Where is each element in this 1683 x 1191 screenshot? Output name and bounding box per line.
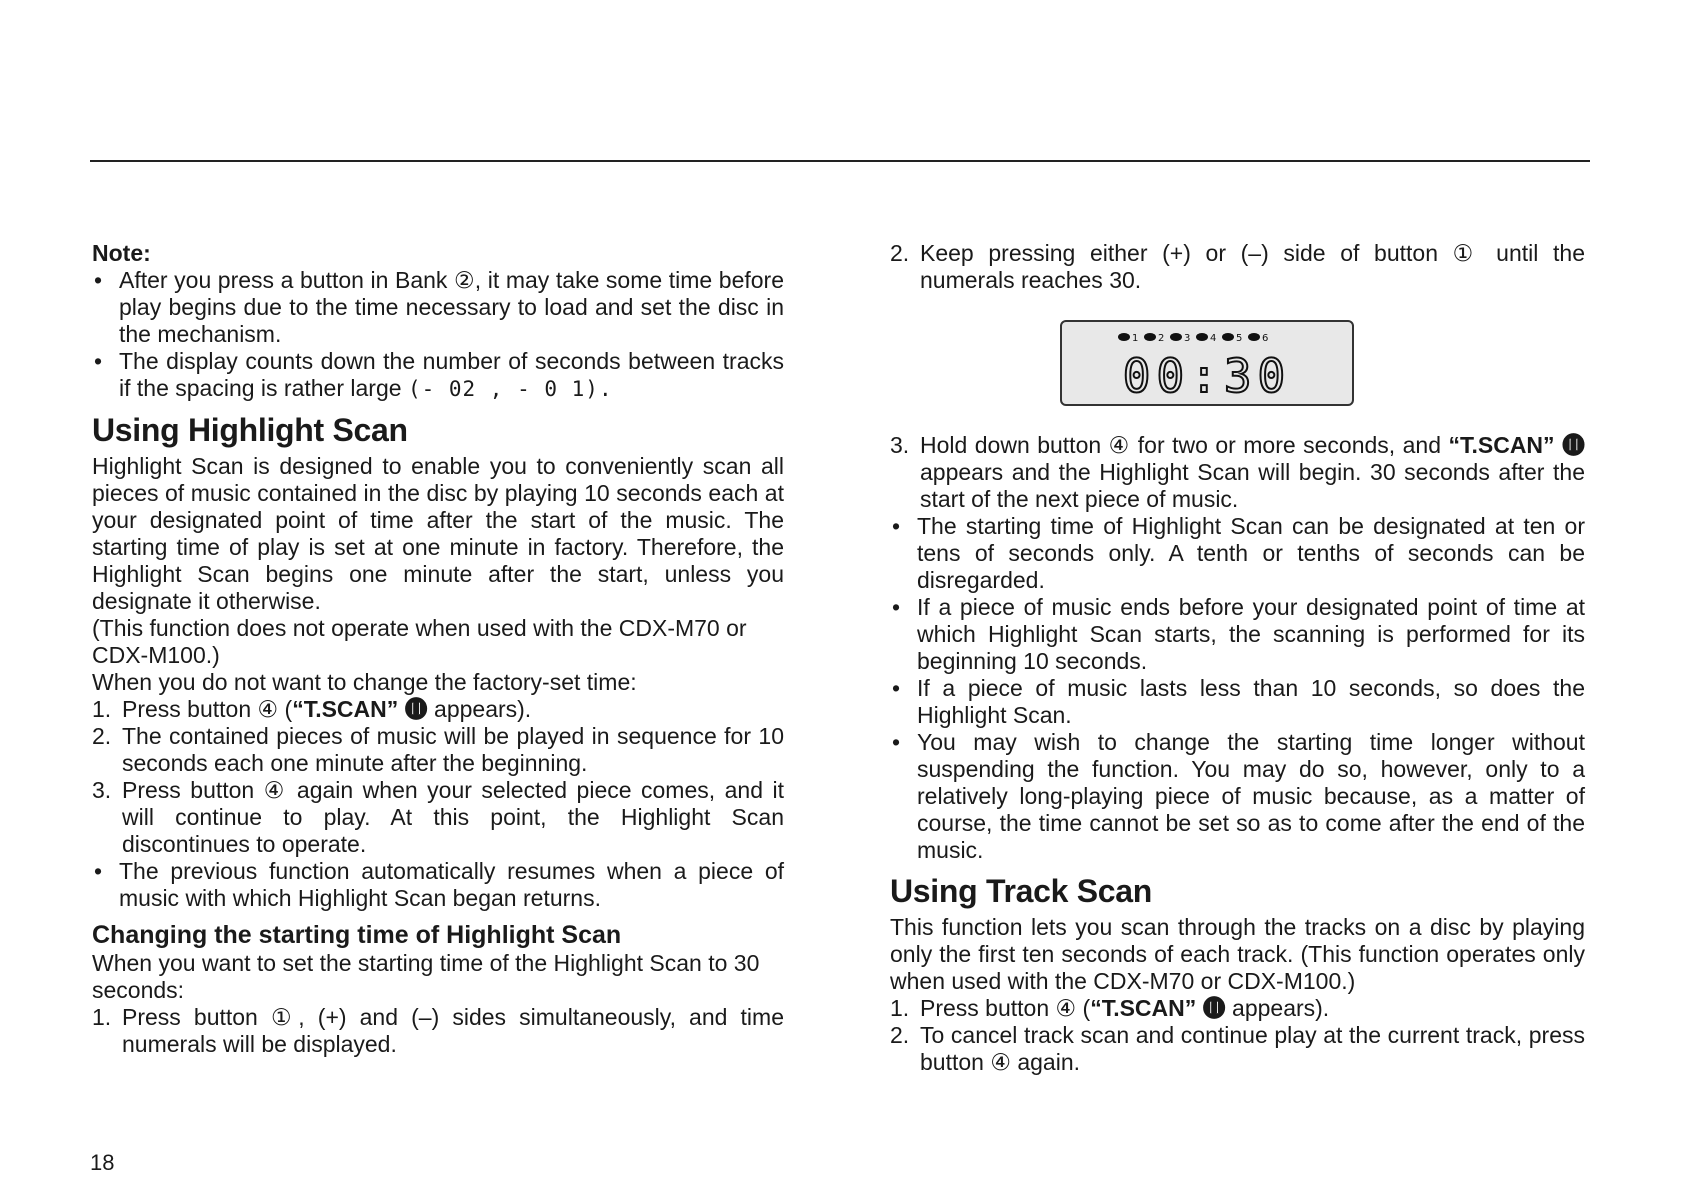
highlight-step-2: 2. The contained pieces of music will be played in sequence for 10 seconds each one minute after the beginning. (92, 723, 784, 776)
right-column (890, 240, 1585, 1076)
tscan-indicator: “T.SCAN” ⓫ (292, 696, 428, 722)
highlight-step-1: 1. Press button ④ (“T.SCAN” ⓫ appears). (92, 696, 532, 722)
lcd-disc-dot (1248, 333, 1260, 341)
lcd-disc-number: 1 (1132, 333, 1139, 344)
note-heading: Note: (92, 240, 151, 266)
lcd-disc-number: 4 (1210, 333, 1217, 344)
step-number: 3. (92, 777, 112, 803)
lcd-disc-dot (1118, 333, 1130, 341)
track-scan-intro: This function lets you scan through the tracks on a disc by playing only the first ten seconds of each track. (This function operates only when used with the CDX-M70 or CDX-M100.) (890, 914, 1585, 994)
lcd-digit-readout (1123, 349, 1291, 403)
step-number: 2. (890, 240, 910, 266)
start-time-bullet-3: • If a piece of music lasts less than 10 seconds, so does the Highlight Scan. (890, 675, 1585, 729)
lcd-time-digits: 00:30 (1122, 349, 1292, 403)
lcd-disc-number: 6 (1262, 333, 1269, 344)
lcd-disc-dot (1170, 333, 1182, 341)
section-title-highlight-scan: Using Highlight Scan (92, 412, 408, 448)
highlight-scan-intro: Highlight Scan is designed to enable you to conveniently scan all pieces of music contained in the disc by playing 10 seconds each at your designated point of time after the start of the music. The starting time of play is set at one minute in factory. Therefore, the Highlight Scan begins one minute after the start, unless you designate it otherwise. (92, 453, 784, 614)
lcd-disc-indicators (1118, 333, 1268, 344)
lcd-disc-dot (1196, 333, 1208, 341)
start-time-bullet-2: • If a piece of music ends before your designated point of time at which Highlight Scan starts, the scanning is performed for its beginning 10 seconds. (890, 594, 1585, 675)
step-number: 1. (92, 696, 112, 722)
step-number: 1. (890, 995, 910, 1021)
note-bullet-2-text: The display counts down the number of seconds between tracks if the spacing is rather large (119, 348, 784, 401)
change-start-step-3: 3. Hold down button ④ for two or more seconds, and “T.SCAN” ⓫ appears and the Highlight Scan will begin. 30 seconds after the start of the next piece of music. (890, 432, 1586, 512)
tscan-indicator: “T.SCAN” ⓫ (1090, 995, 1226, 1021)
note-bullet-1: • After you press a button in Bank ②, it may take some time before play begins due to the time necessary to load and set the disc in the mechanism. (92, 267, 784, 348)
lcd-disc-number: 2 (1158, 333, 1165, 344)
highlight-resume-bullet: • The previous function automatically resumes when a piece of music with which Highlight Scan began returns. (92, 858, 784, 912)
start-time-bullet-1: • The starting time of Highlight Scan can be designated at ten or tens of seconds only. A tenth or tenths of seconds can be disregarded. (890, 513, 1585, 594)
header-rule (90, 160, 1590, 162)
lcd-display-graphic (1062, 322, 1352, 404)
lcd-disc-dot (1222, 333, 1234, 341)
step-number: 1. (92, 1004, 112, 1030)
lcd-disc-number: 3 (1184, 333, 1191, 344)
highlight-scan-note: (This function does not operate when used with the CDX-M70 or CDX-M100.) (92, 615, 747, 668)
lcd-display-illustration (1060, 320, 1354, 406)
highlight-scan-default-intro: When you do not want to change the factory-set time: (92, 669, 637, 695)
tscan-indicator: “T.SCAN” ⓫ (1448, 432, 1586, 458)
step-number: 3. (890, 432, 910, 458)
change-start-time-intro: When you want to set the starting time of the Highlight Scan to 30 seconds: (92, 950, 760, 1003)
page-number: 18 (90, 1150, 115, 1175)
change-start-step-1: 1. Press button ①, (+) and (–) sides simultaneously, and time numerals will be displayed. (92, 1004, 784, 1057)
lcd-disc-dot (1144, 333, 1156, 341)
lcd-disc-number: 5 (1236, 333, 1243, 344)
note-bullet-2 (92, 348, 784, 403)
step-number: 2. (92, 723, 112, 749)
track-scan-step-1: 1. Press button ④ (“T.SCAN” ⓫ appears). (890, 995, 1330, 1021)
start-time-bullet-4: • You may wish to change the starting time longer without suspending the function. You may do so, however, only to a relatively long-playing piece of music because, as a matter of course, the time cannot be set so as to come after the end of the music. (890, 729, 1585, 864)
track-scan-step-2: 2. To cancel track scan and continue play at the current track, press button ④ again. (890, 1022, 1585, 1075)
left-column (92, 240, 784, 1058)
subsection-title-change-start-time: Changing the starting time of Highlight Scan (92, 921, 622, 949)
change-start-step-2: 2. Keep pressing either (+) or (–) side of button ① until the numerals reaches 30. (890, 240, 1585, 293)
highlight-step-3: 3. Press button ④ again when your selected piece comes, and it will continue to play. At this point, the Highlight Scan discontinues to operate. (92, 777, 784, 857)
step-number: 2. (890, 1022, 910, 1048)
note-display-codes: (- 02 , - 0 1). (407, 377, 613, 401)
section-title-track-scan: Using Track Scan (890, 873, 1152, 909)
